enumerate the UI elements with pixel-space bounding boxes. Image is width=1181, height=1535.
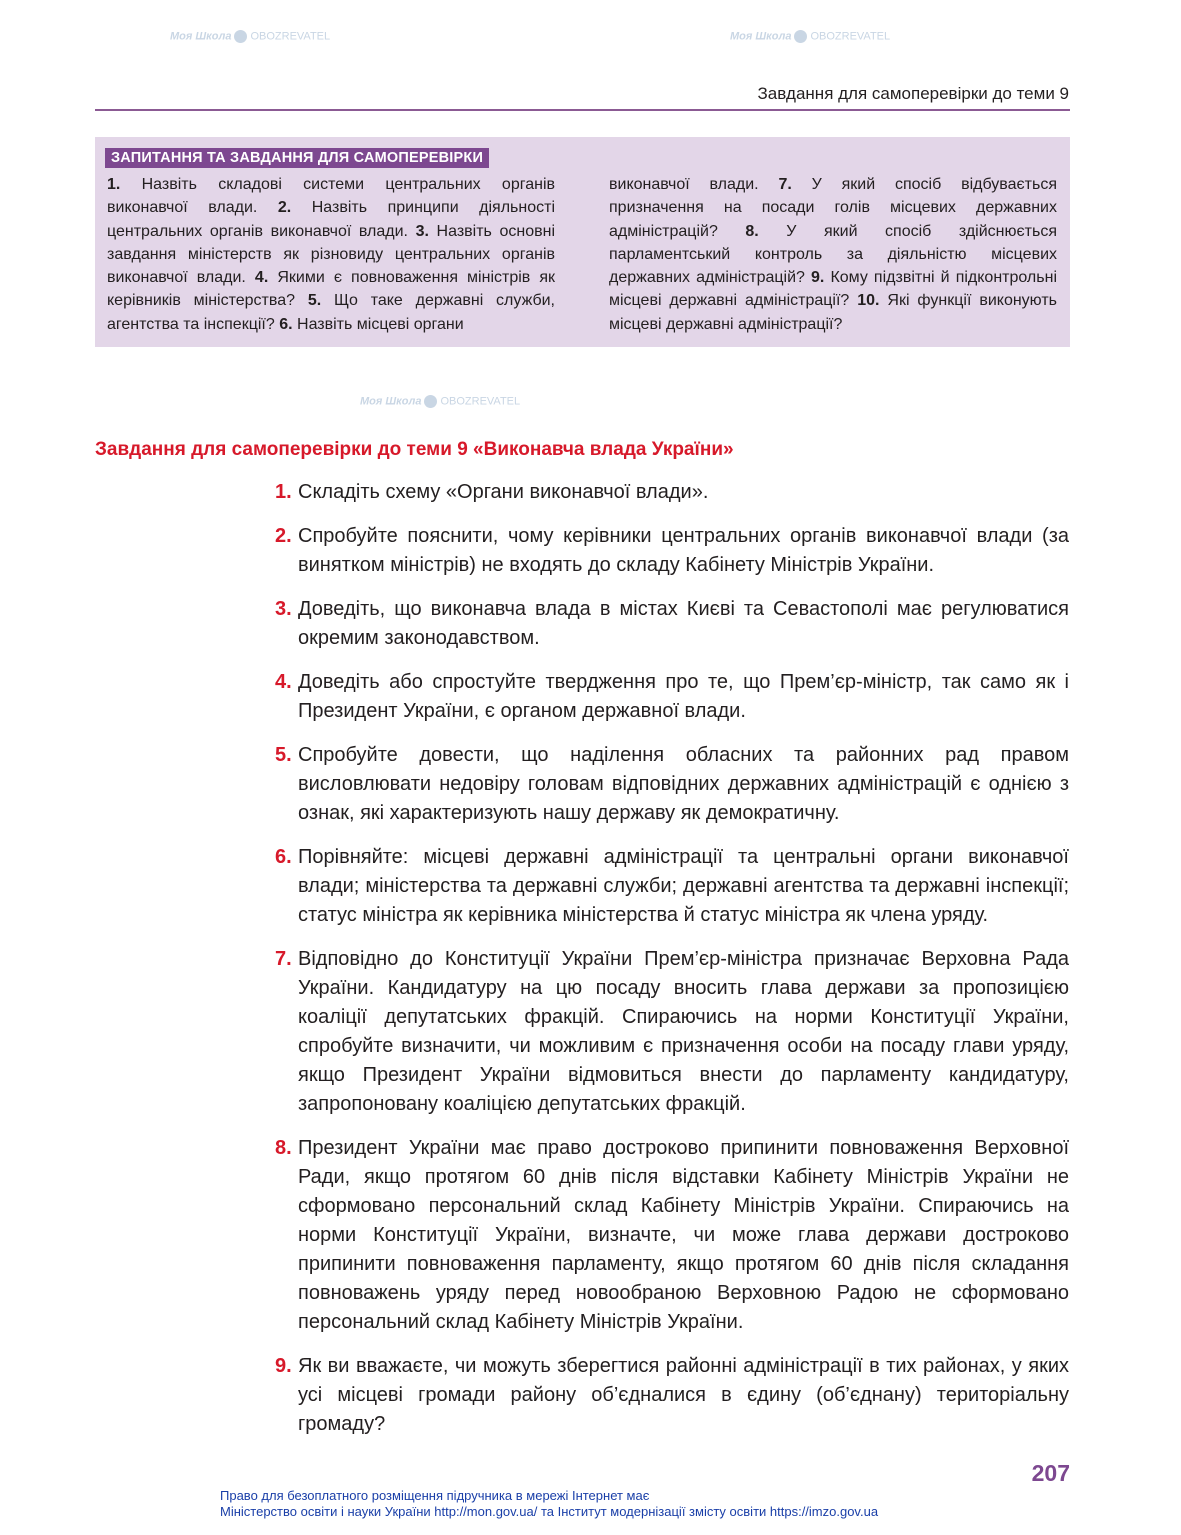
watermark-circle-icon [794, 30, 807, 43]
review-question-number: 7. [778, 176, 792, 193]
review-question-number: 1. [107, 176, 121, 193]
task-list [275, 478, 1069, 1454]
review-question-number: 9. [811, 269, 825, 287]
task-number: 7. [275, 948, 292, 970]
review-question-number: 2. [277, 199, 292, 217]
task-number: 3. [275, 598, 292, 620]
watermark-brand: Моя Школа [730, 30, 792, 43]
watermark-partner: OBOZREVATEL [250, 30, 331, 43]
review-question-number: 10. [857, 292, 880, 310]
task-item [275, 522, 1069, 580]
task-number: 1. [275, 481, 292, 503]
review-question-number: 5. [307, 292, 322, 310]
review-column-left [107, 173, 555, 336]
footer-line: Право для безоплатного розміщення підручника в мережі Інтернет має [220, 1488, 650, 1503]
task-text: Відповідно до Конституції України Прем’єр-міністра призначає Верховна Рада України. Кандидатуру на цю посаду вносить глава держави за пропозицією коаліції депутатських фракцій. Спираючись на норми Конституції України, спробуйте визначити, чи можливим є призначення особи на посаду глави уряду, якщо Президент України відмовиться внести до парламенту кандидатуру, запропоновану коаліцією депутатських фракцій. [298, 948, 1069, 1115]
task-item [275, 595, 1069, 653]
footer-line: Міністерство освіти і науки України http://mon.gov.ua/ та Інститут модернізації змісту освіти https://imzo.gov.ua [220, 1504, 879, 1519]
task-number: 5. [275, 744, 292, 766]
footer-notice [220, 1488, 1120, 1520]
running-header: Завдання для самоперевірки до теми 9 [757, 84, 1069, 103]
header-divider [95, 109, 1070, 111]
watermark-brand: Моя Школа [360, 395, 422, 408]
watermark-logo [360, 395, 520, 408]
task-number: 8. [275, 1137, 292, 1159]
task-number: 2. [275, 525, 292, 547]
review-question-number: 6. [279, 315, 293, 333]
review-column-right [609, 173, 1057, 336]
review-question-text: Назвіть складові системи центральних органів виконавчої влади. [107, 176, 555, 217]
review-question-text: У який спосіб здійснюється парламентський контроль за діяльністю місцевих державних адміністрацій? [609, 222, 1058, 287]
watermark-circle-icon [234, 30, 247, 43]
review-question-text: У який спосіб відбувається призначення на посади голів місцевих державних адміністрацій? [609, 176, 1057, 240]
section-title: Завдання для самоперевірки до теми 9 «Виконавча влада України» [95, 439, 734, 460]
review-box-title: ЗАПИТАННЯ ТА ЗАВДАННЯ ДЛЯ САМОПЕРЕВІРКИ [105, 148, 489, 168]
task-item [275, 741, 1069, 828]
review-question-text: Назвіть місцеві органи [292, 315, 464, 333]
task-text: Складіть схему «Органи виконавчої влади». [298, 481, 709, 503]
task-item [275, 478, 1069, 507]
review-question-number: 3. [415, 222, 429, 240]
page-number: 207 [1031, 1460, 1070, 1486]
watermark-circle-icon [424, 395, 437, 408]
task-text: Спробуйте пояснити, чому керівники центральних органів виконавчої влади (за винятком міністрів) не входять до складу Кабінету Міністрів України. [298, 525, 1069, 576]
watermark-logo [170, 30, 330, 43]
review-question-text: Назвіть основні завдання міністерств як різновиду центральних органів виконавчої влади. [107, 222, 556, 287]
review-question-text: Кому підзвітні й підконтрольні місцеві державні адміністрації? [609, 269, 1057, 310]
task-text: Доведіть, що виконавча влада в містах Києві та Севастополі має регулюватися окремим законодавством. [298, 598, 1069, 649]
task-number: 9. [275, 1355, 292, 1377]
watermark-partner: OBOZREVATEL [440, 395, 521, 408]
task-text: Порівняйте: місцеві державні адміністрації та центральні органи виконавчої влади; міністерства та державні служби; державні агентства та державні інспекції; статус міністра як керівника міністерства й статус міністра як члена уряду. [298, 846, 1069, 926]
task-item [275, 843, 1069, 930]
review-question-text: Які функції виконують місцеві державні адміністрації? [609, 292, 1057, 333]
review-questions-box [95, 137, 1070, 347]
review-question-number: 4. [254, 269, 269, 287]
task-text: Доведіть або спростуйте твердження про те, що Прем’єр-міністр, так само як і Президент України, є органом державної влади. [298, 671, 1069, 722]
task-number: 4. [275, 671, 292, 693]
task-text: Спробуйте довести, що наділення обласних та районних рад правом висловлювати недовіру головам відповідних державних адміністрацій є однією з ознак, які характеризують нашу державу як демократичну. [298, 744, 1069, 824]
watermark-partner: OBOZREVATEL [810, 30, 891, 43]
task-text: Президент України має право достроково припинити повноваження Верховної Ради, якщо протягом 60 днів після відставки Кабінету Міністрів України не сформовано персональний склад Кабінету Міністрів України. Спираючись на норми Конституції України, визначте, чи може глава держави достроково припинити повноваження парламенту, якщо протягом 60 днів після складання повноважень уряду перед новообраною Верховною Радою не сформовано персональний склад Кабінету Міністрів України. [298, 1137, 1069, 1333]
review-question [609, 176, 778, 193]
review-question-text: виконавчої влади. [609, 176, 779, 193]
task-item [275, 1352, 1069, 1439]
review-question-text: Назвіть принципи діяльності центральних органів виконавчої влади. [107, 199, 556, 240]
watermark-brand: Моя Школа [170, 30, 232, 43]
review-question-number: 8. [745, 222, 759, 240]
review-question-text: Якими є повноваження міністрів як керівників міністерства? [107, 269, 555, 310]
task-item [275, 945, 1069, 1119]
watermark-logo [730, 30, 890, 43]
task-text: Як ви вважаєте, чи можуть зберегтися районні адміністрації в тих районах, у яких усі місцеві громади району об’єдналися в єдину (об’єднану) територіальну громаду? [298, 1355, 1069, 1435]
task-number: 6. [275, 846, 292, 868]
task-item [275, 1134, 1069, 1337]
review-question-text: Що таке державні служби, агентства та інспекції? [107, 292, 556, 333]
review-question [279, 316, 463, 333]
task-item [275, 668, 1069, 726]
